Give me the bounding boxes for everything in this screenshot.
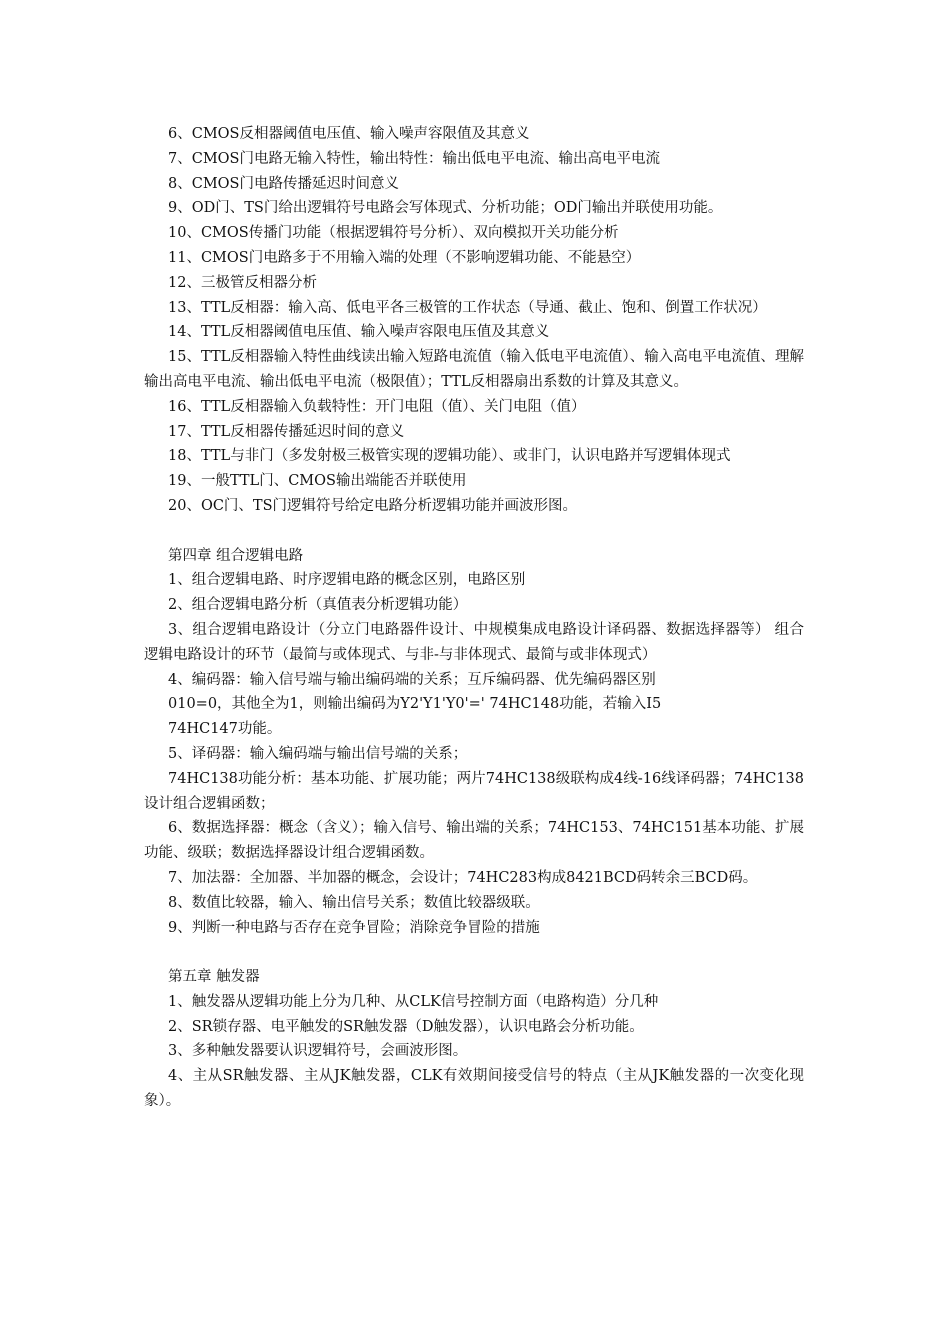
document-body [144,122,804,1114]
list-item: 10、CMOS传播门功能（根据逻辑符号分析）、双向模拟开关功能分析 [168,225,619,242]
list-item: 2、SR锁存器、电平触发的SR触发器（D触发器），认识电路会分析功能。 [168,1018,644,1035]
list-item: 4、主从SR触发器、主从JK触发器，CLK有效期间接受信号的特点（主从JK触发器的一次变化现象）。 [144,1068,804,1110]
list-item: 8、数值比较器，输入、输出信号关系；数值比较器级联。 [168,894,540,911]
spacer [144,940,804,965]
list-item: 13、TTL反相器：输入高、低电平各三极管的工作状态（导通、截止、饱和、倒置工作状况） [168,299,767,316]
list-item: 11、CMOS门电路多于不用输入端的处理（不影响逻辑功能、不能悬空） [168,249,641,266]
list-item: 1、组合逻辑电路、时序逻辑电路的概念区别，电路区别 [168,572,526,589]
list-item: 20、OC门、TS门逻辑符号给定电路分析逻辑功能并画波形图。 [168,497,578,514]
list-item: 6、CMOS反相器阈值电压值、输入噪声容限值及其意义 [168,126,530,142]
list-item: 15、TTL反相器输入特性曲线读出输入短路电流值（输入低电平电流值）、输入高电平电流值、理解输出高电平电流、输出低电平电流（极限值）；TTL反相器扇出系数的计算及其意义。 [144,349,804,390]
list-item: 010=0，其他全为1，则输出编码为Y2'Y1'Y0'=' 74HC148功能，若输入I5 [168,696,662,713]
list-item: 2、组合逻辑电路分析（真值表分析逻辑功能） [168,597,468,614]
list-item: 7、加法器：全加器、半加器的概念，会设计；74HC283构成8421BCD码转余三BCD码。 [168,869,758,886]
list-item: 18、TTL与非门（多发射极三极管实现的逻辑功能）、或非门，认识电路并写逻辑体现式 [168,448,731,465]
list-item: 8、CMOS门电路传播延迟时间意义 [168,175,399,192]
list-item: 6、数据选择器：概念（含义）；输入信号、输出端的关系；74HC153、74HC151基本功能、扩展功能、级联；数据选择器设计组合逻辑函数。 [144,820,804,862]
list-item: 19、一般TTL门、CMOS输出端能否并联使用 [168,473,467,490]
list-item: 16、TTL反相器输入负载特性：开门电阻（值）、关门电阻（值） [168,398,586,415]
list-item: 9、OD门、TS门给出逻辑符号电路会写体现式、分析功能；OD门输出并联使用功能。 [168,200,723,217]
list-item: 3、多种触发器要认识逻辑符号，会画波形图。 [168,1043,468,1060]
list-item: 4、编码器：输入信号端与输出编码端的关系；互斥编码器、优先编码器区别 [168,671,656,688]
list-item: 5、译码器：输入编码端与输出信号端的关系； [168,745,468,762]
list-item: 14、TTL反相器阈值电压值、输入噪声容限电压值及其意义 [168,324,550,341]
list-item: 7、CMOS门电路无输入特性，输出特性：输出低电平电流、输出高电平电流 [168,150,660,167]
chapter4-heading: 第四章 组合逻辑电路 [168,547,304,564]
list-item: 74HC147功能。 [168,721,282,738]
list-item: 9、判断一种电路与否存在竞争冒险；消除竞争冒险的措施 [168,919,540,936]
spacer [144,519,804,544]
list-item: 17、TTL反相器传播延迟时间的意义 [168,423,405,440]
list-item: 1、触发器从逻辑功能上分为几种、从CLK信号控制方面（电路构造）分几种 [168,993,659,1010]
list-item: 3、组合逻辑电路设计（分立门电路器件设计、中规模集成电路设计译码器、数据选择器等） 组合逻辑电路设计的环节（最简与或体现式、与非-与非体现式、最简与或非体现式） [144,621,804,663]
list-item: 12、三极管反相器分析 [168,274,317,291]
chapter5-heading: 第五章 触发器 [168,969,260,986]
list-item: 74HC138功能分析：基本功能、扩展功能；两片74HC138级联构成4线-16线译码器；74HC138设计组合逻辑函数； [144,770,804,812]
